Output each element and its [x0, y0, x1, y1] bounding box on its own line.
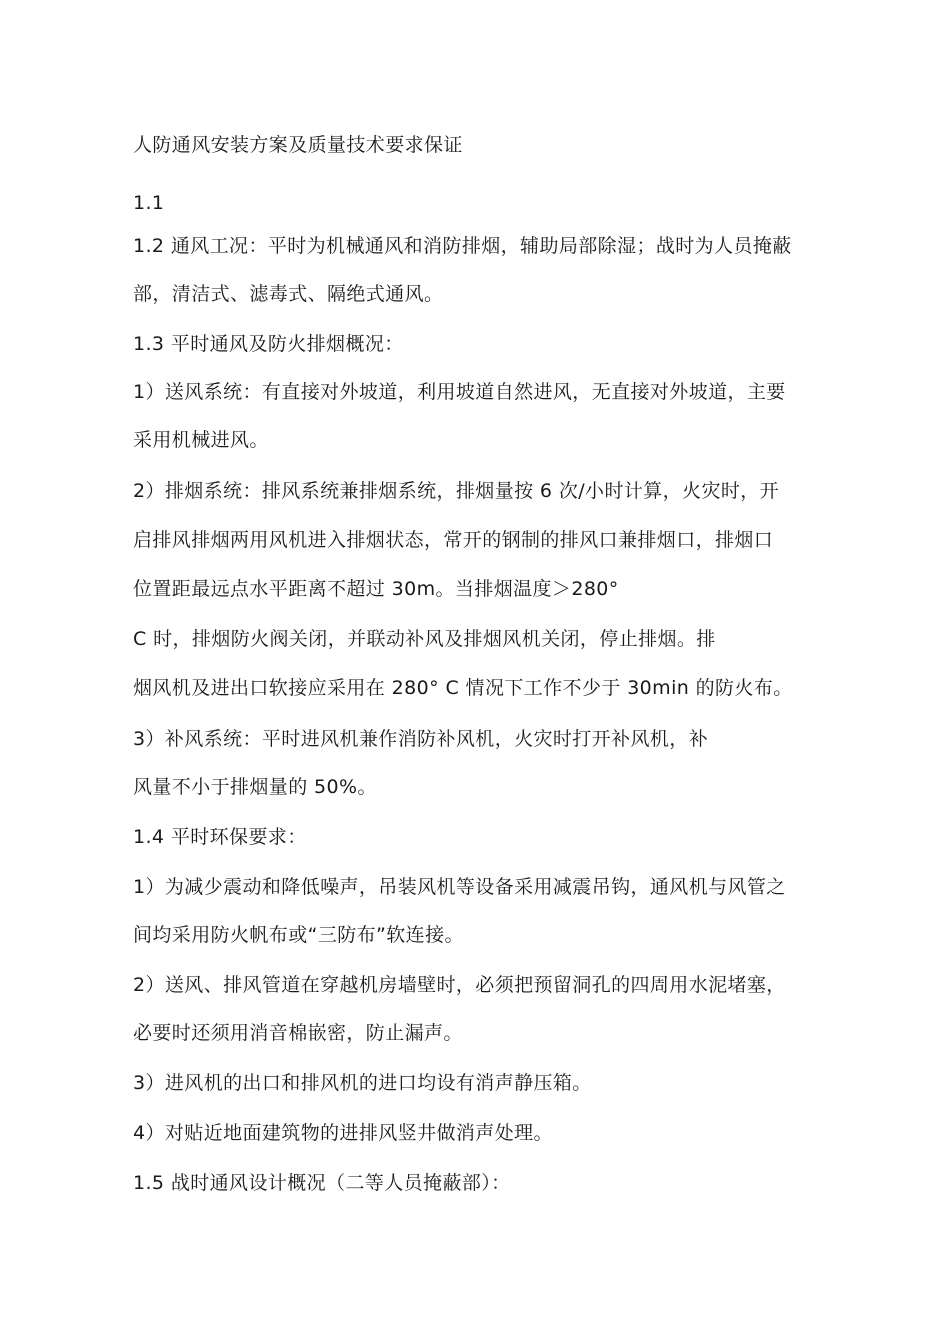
paragraph-line: 烟风机及进出口软接应采用在 280° C 情况下工作不少于 30min 的防火布。 — [133, 677, 793, 699]
document-title: 人防通风安装方案及质量技术要求保证 — [133, 134, 463, 156]
paragraph-line: 风量不小于排烟量的 50%。 — [133, 776, 377, 798]
paragraph-line: 2）送风、排风管道在穿越机房墙壁时，必须把预留洞孔的四周用水泥堵塞， — [133, 974, 786, 996]
paragraph-line: 2）排烟系统：排风系统兼排烟系统，排烟量按 6 次/小时计算，火灾时，开 — [133, 480, 780, 502]
paragraph-line: 1）为减少震动和降低噪声，吊装风机等设备采用减震吊钩，通风机与风管之 — [133, 876, 786, 898]
paragraph-line: 1）送风系统：有直接对外坡道，利用坡道自然进风，无直接对外坡道，主要 — [133, 381, 786, 403]
paragraph-line: 采用机械进风。 — [133, 429, 269, 451]
paragraph-line: C 时，排烟防火阀关闭，并联动补风及排烟风机关闭，停止排烟。排 — [133, 628, 716, 650]
paragraph-line: 必要时还须用消音棉嵌密，防止漏声。 — [133, 1022, 463, 1044]
section-heading-1-4: 1.4 平时环保要求： — [133, 826, 307, 848]
section-heading-1-1: 1.1 — [133, 192, 165, 214]
section-heading-1-5: 1.5 战时通风设计概况（二等人员掩蔽部）： — [133, 1172, 511, 1194]
paragraph-line: 部，清洁式、滤毒式、隔绝式通风。 — [133, 283, 444, 305]
paragraph-line: 4）对贴近地面建筑物的进排风竖井做消声处理。 — [133, 1122, 553, 1144]
paragraph-line: 3）补风系统：平时进风机兼作消防补风机，火灾时打开补风机，补 — [133, 728, 709, 750]
paragraph-line: 1.2 通风工况：平时为机械通风和消防排烟，辅助局部除湿；战时为人员掩蔽 — [133, 235, 792, 257]
paragraph-line: 启排风排烟两用风机进入排烟状态，常开的钢制的排风口兼排烟口，排烟口 — [133, 529, 774, 551]
paragraph-line: 间均采用防火帆布或“三防布”软连接。 — [133, 924, 464, 946]
paragraph-line: 位置距最远点水平距离不超过 30m。当排烟温度＞280° — [133, 578, 619, 600]
paragraph-line: 3）进风机的出口和排风机的进口均设有消声静压箱。 — [133, 1072, 592, 1094]
section-heading-1-3: 1.3 平时通风及防火排烟概况： — [133, 333, 404, 355]
